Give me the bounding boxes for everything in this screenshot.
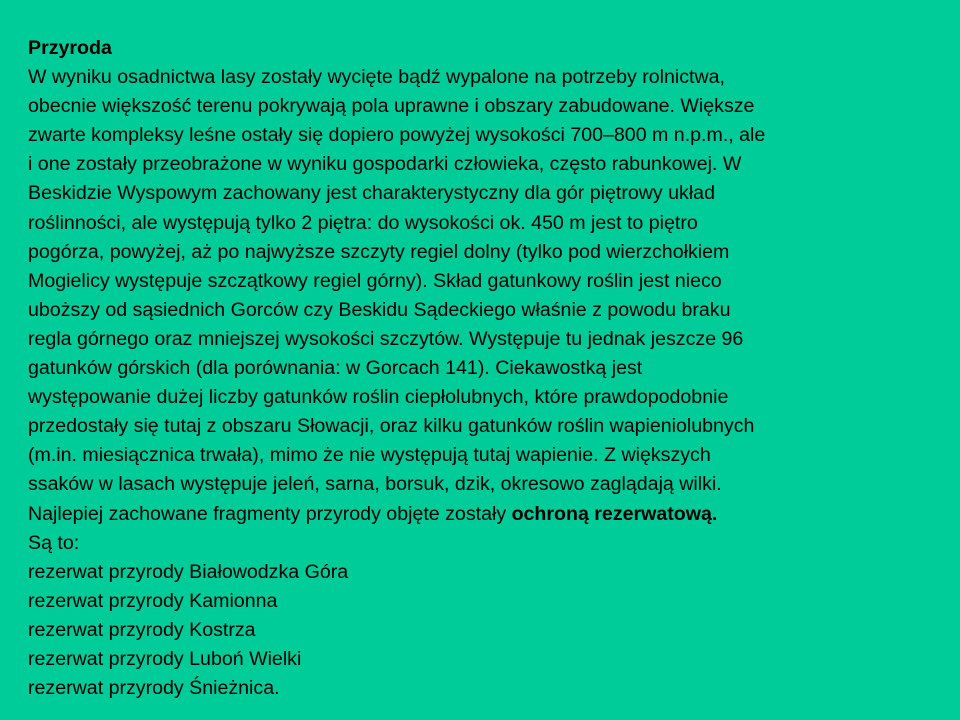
body-line-5: Beskidzie Wyspowym zachowany jest charakterystyczny dla gór piętrowy układ (28, 182, 715, 205)
body-line-2: obecnie większość terenu pokrywają pola uprawne i obszary zabudowane. Większe (28, 95, 755, 118)
body-line-15: ssaków w lasach występuje jeleń, sarna, borsuk, dzik, okresowo zaglądają wilki. (28, 473, 722, 496)
reserve-item-kamionna: rezerwat przyrody Kamionna (28, 589, 278, 612)
body-line-6: roślinności, ale występują tylko 2 piętra: do wysokości ok. 450 m jest to piętro (28, 211, 698, 234)
reserve-item-sniezyca: rezerwat przyrody Śnieżnica. (28, 677, 280, 700)
reserve-item-kostrza: rezerwat przyrody Kostrza (28, 618, 256, 641)
reserve-item-lubon-wielki: rezerwat przyrody Luboń Wielki (28, 647, 302, 670)
body-line-3: zwarte kompleksy leśne ostały się dopiero powyżej wysokości 700–800 m n.p.m., ale (28, 124, 766, 147)
body-line-7: pogórza, powyżej, aż po najwyższe szczyty regiel dolny (tylko pod wierzchołkiem (28, 240, 730, 263)
body-line-10: regla górnego oraz mniejszej wysokości szczytów. Występuje tu jednak jeszcze 96 (28, 327, 744, 350)
protection-line (28, 500, 938, 529)
body-line-8: Mogielicy występuje szczątkowy regiel górny). Skład gatunkowy roślin jest nieco (28, 269, 722, 292)
body-line-4: i one zostały przeobrażone w wyniku gospodarki człowieka, często rabunkowej. W (28, 153, 742, 176)
body-line-1: W wyniku osadnictwa lasy zostały wycięte bądź wypalone na potrzeby rolnictwa, (28, 66, 725, 89)
reserve-item-bialowodzka-gora: rezerwat przyrody Białowodzka Góra (28, 560, 349, 583)
protection-emphasis: ochroną rezerwatową. (511, 502, 718, 525)
slide-title: Przyroda (28, 37, 112, 59)
body-line-14: (m.in. miesiącznica trwała), mimo że nie występują tutaj wapienie. Z większych (28, 444, 711, 467)
protection-line-text: Najlepiej zachowane fragmenty przyrody objęte zostały (28, 502, 512, 525)
slide-text-body (28, 34, 938, 703)
body-line-12: występowanie dużej liczby gatunków roślin ciepłolubnych, które prawdopodobnie (28, 386, 729, 409)
body-line-11: gatunków górskich (dla porównania: w Gorcach 141). Ciekawostką jest (28, 357, 643, 380)
body-line-9: uboższy od sąsiednich Gorców czy Beskidu Sądeckiego właśnie z powodu braku (28, 298, 731, 321)
list-intro: Są to: (28, 531, 80, 554)
body-line-13: przedostały się tutaj z obszaru Słowacji, oraz kilku gatunków roślin wapieniolubnych (28, 415, 755, 438)
